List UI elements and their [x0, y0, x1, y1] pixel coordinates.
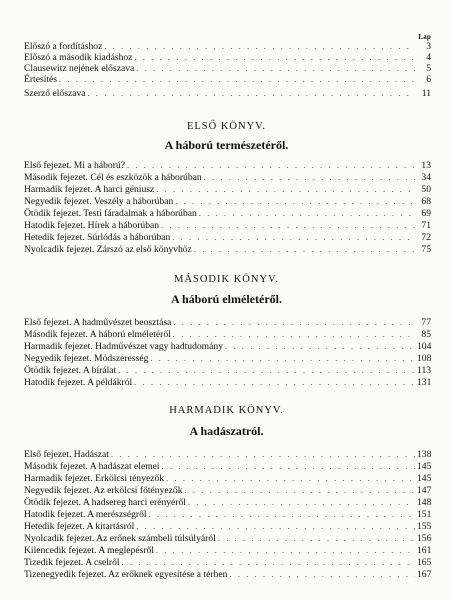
- leader-dots: [199, 208, 415, 219]
- toc-entry-page: 104: [417, 341, 432, 352]
- leader-dots: [156, 184, 415, 195]
- leader-dots: [134, 52, 415, 63]
- toc-entry-title: Második fejezet. A hadászat elemei: [24, 461, 160, 472]
- toc-entry: [24, 63, 431, 74]
- toc-entry-page: 75: [421, 244, 431, 255]
- toc-entry-page: 113: [417, 365, 432, 376]
- toc-entry: [24, 353, 431, 364]
- toc-entry: [24, 329, 431, 340]
- toc-entry: [24, 41, 431, 52]
- toc-entry-page: 167: [417, 569, 432, 580]
- toc-entry-page: 156: [417, 533, 432, 544]
- toc-entry-title: Hatodik fejezet. A példákról: [24, 377, 133, 388]
- toc-entry-title: Hetedik fejezet. Súrlódás a háborúban: [24, 232, 171, 243]
- toc-entry-title: Első fejezet. Hadászat: [24, 449, 109, 460]
- toc-entry-title: Ötödik fejezet. A hadsereg harci erényéről: [24, 497, 186, 508]
- leader-dots: [150, 353, 415, 364]
- toc-entry-title: Hatodik fejezet. Hírek a háborúban: [24, 220, 160, 231]
- toc-entry-page: 147: [417, 485, 432, 496]
- leader-dots: [162, 461, 415, 472]
- toc-entry-title: Nyolcadik fejezet. Az erőnek számbeli túlsúlyáról: [24, 533, 216, 544]
- leader-dots: [104, 41, 415, 52]
- leader-dots: [127, 160, 415, 171]
- leader-dots: [156, 545, 415, 556]
- toc-entry-page: 34: [421, 172, 431, 183]
- toc-entry-title: Tizedik fejezet. A cselről: [24, 557, 120, 568]
- toc-entry-title: Ötödik fejezet. A bírálat: [24, 365, 117, 376]
- toc-entry-page: 151: [417, 509, 432, 520]
- toc-entry: [24, 545, 431, 556]
- toc-entry-title: Harmadik fejezet. A harci géniusz: [24, 184, 155, 195]
- leader-dots: [118, 365, 415, 376]
- toc-entry-page: 155: [417, 521, 432, 532]
- leader-dots: [161, 220, 415, 231]
- toc-entry: [24, 208, 431, 219]
- toc-entry: [24, 184, 431, 195]
- book-title: A háború természetéről.: [164, 138, 289, 152]
- leader-dots: [134, 377, 415, 388]
- toc-entry-title: Második fejezet. Cél és eszközök a háborúban: [24, 172, 202, 183]
- toc-entry-title: Harmadik fejezet. Hadművészet vagy hadtudomány: [24, 341, 223, 352]
- toc-entry-page: 3: [426, 41, 431, 52]
- toc-entry: [24, 461, 431, 472]
- toc-entry-page: 11: [421, 88, 431, 99]
- leader-dots: [229, 569, 415, 580]
- toc-entry-page: 72: [421, 232, 431, 243]
- toc-entry: [24, 172, 431, 183]
- leader-dots: [149, 509, 415, 520]
- toc-entry: [24, 569, 431, 580]
- toc-entry: [24, 220, 431, 231]
- leader-dots: [136, 521, 415, 532]
- leader-dots: [175, 196, 415, 207]
- leader-dots: [136, 63, 415, 74]
- leader-dots: [185, 485, 416, 496]
- toc-entry-page: 108: [417, 353, 432, 364]
- leader-dots: [59, 74, 415, 85]
- book-heading: HARMADIK KÖNYV.: [169, 405, 284, 416]
- toc-entry: [24, 160, 431, 171]
- toc-entry-page: 69: [421, 208, 431, 219]
- toc-entry-title: Második fejezet. A háború elméletéről: [24, 329, 171, 340]
- toc-entry-title: Szerző előszava: [24, 88, 86, 99]
- toc-entry-page: 71: [421, 220, 431, 231]
- toc-entry-page: 5: [426, 63, 431, 74]
- toc-entry-page: 6: [426, 74, 431, 85]
- toc-entry-title: Negyedik fejezet. Veszély a háborúban: [24, 196, 174, 207]
- toc-entry-title: Clausewitz nejének előszava: [24, 63, 135, 74]
- toc-entry-title: Értesítés: [24, 74, 58, 85]
- leader-dots: [88, 88, 415, 99]
- toc-entry: [24, 52, 431, 63]
- toc-entry: [24, 533, 431, 544]
- leader-dots: [111, 449, 415, 460]
- toc-entry-title: Előszó a fordításhoz: [24, 41, 103, 52]
- toc-entry-page: 138: [417, 449, 432, 460]
- toc-entry-page: 145: [417, 473, 432, 484]
- toc-entry: [24, 74, 431, 85]
- toc-entry-title: Hetedik fejezet. A kitartásról: [24, 521, 135, 532]
- toc-entry-title: Negyedik fejezet. Az erkölcsi főtényezők: [24, 485, 183, 496]
- toc-entry: [24, 497, 431, 508]
- toc-entry: [24, 557, 431, 568]
- leader-dots: [194, 244, 415, 255]
- toc-entry: [24, 485, 431, 496]
- leader-dots: [173, 329, 415, 340]
- toc-entry-page: 145: [417, 461, 432, 472]
- toc-entry-title: Első fejezet. A hadművészet beosztása: [24, 317, 172, 328]
- toc-entry-page: 161: [417, 545, 432, 556]
- toc-entry-title: Kilencedik fejezet. A meglepésről: [24, 545, 154, 556]
- leader-dots: [122, 557, 415, 568]
- toc-entry-title: Harmadik fejezet. Erkölcsi tényezők: [24, 473, 165, 484]
- toc-entry-title: Negyedik fejezet. Módszeresség: [24, 353, 149, 364]
- toc-entry: [24, 365, 431, 376]
- toc-entry-title: Első fejezet. Mi a háború?: [24, 160, 125, 171]
- leader-dots: [173, 317, 415, 328]
- page-column-label: Lap: [418, 33, 431, 41]
- toc-entry-page: 131: [417, 377, 432, 388]
- toc-entry: [24, 341, 431, 352]
- leader-dots: [172, 232, 415, 243]
- toc-entry: [24, 473, 431, 484]
- toc-entry-page: 4: [426, 52, 431, 63]
- leader-dots: [225, 341, 415, 352]
- toc-entry-page: 165: [417, 557, 432, 568]
- toc-entry: [24, 521, 431, 532]
- toc-entry-title: Ötödik fejezet. Testi fáradalmak a háborúban: [24, 208, 197, 219]
- book-heading: ELSŐ KÖNYV.: [186, 121, 267, 132]
- toc-entry: [24, 509, 431, 520]
- toc-entry-page: 50: [421, 184, 431, 195]
- toc-entry: [24, 244, 431, 255]
- toc-entry: [24, 232, 431, 243]
- toc-entry-page: 148: [417, 497, 432, 508]
- toc-entry-page: 85: [421, 329, 431, 340]
- toc-entry-page: 13: [421, 160, 431, 171]
- toc-entry: [24, 449, 431, 460]
- toc-entry-title: Tizenegyedik fejezet. Az erőknek egyesítése a térben: [24, 569, 228, 580]
- toc-entry: [24, 317, 431, 328]
- toc-entry: [24, 88, 431, 99]
- leader-dots: [218, 533, 415, 544]
- leader-dots: [166, 473, 415, 484]
- book-title: A hadászatról.: [189, 424, 264, 438]
- toc-entry-page: 68: [421, 196, 431, 207]
- toc-entry-title: Előszó a második kiadáshoz: [24, 52, 133, 63]
- leader-dots: [204, 172, 415, 183]
- toc-entry-title: Hatodik fejezet. A merészségről: [24, 509, 147, 520]
- book-title: A háború elméletéről.: [171, 292, 282, 306]
- toc-entry-title: Nyolcadik fejezet. Zárszó az első könyvhöz: [24, 244, 192, 255]
- toc-entry-page: 77: [421, 317, 431, 328]
- toc-entry: [24, 377, 431, 388]
- toc-entry: [24, 196, 431, 207]
- leader-dots: [188, 497, 415, 508]
- book-heading: MÁSODIK KÖNYV.: [174, 274, 279, 285]
